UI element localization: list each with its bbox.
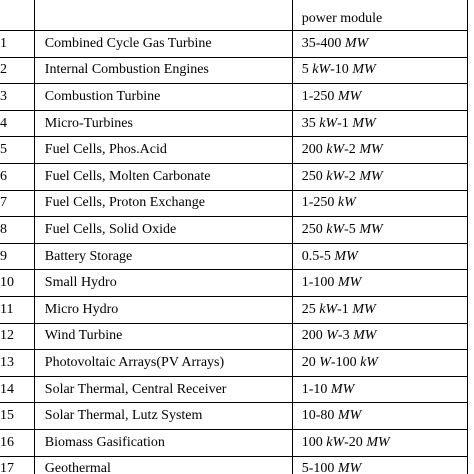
unit-text: W [319,354,331,370]
module-size-cell [292,57,467,84]
value-text: 0.5-5 [301,248,331,264]
table-row [0,350,468,377]
value-text: -20 [344,434,363,450]
value-text: 1-100 [301,275,335,291]
technology-type-cell: Fuel Cells, Proton Exchange [34,190,292,217]
row-number-cell: 3 [0,84,34,111]
unit-text: kW [360,354,378,370]
table-row [0,296,468,323]
module-size-cell [292,190,467,217]
module-size-cell [292,456,467,474]
value-text: -5 [344,221,356,237]
value-text: 1-250 [301,88,335,104]
module-size-cell [292,350,467,377]
table-row [0,163,468,190]
unit-text: kW [319,115,338,131]
unit-text: MW [359,142,383,158]
value-text: 35 [301,115,316,131]
row-number-cell: 12 [0,323,34,350]
value-text: 1-10 [301,381,328,397]
unit-text: MW [337,461,362,474]
value-text: 250 [301,221,323,237]
row-number-cell: 2 [0,57,34,84]
module-size-cell [292,137,467,164]
module-size-cell [292,270,467,297]
module-size-cell [292,403,467,430]
header-size-cell: power module [292,0,467,31]
row-number-cell: 10 [0,270,34,297]
module-size-cell [292,31,467,58]
technology-type-cell: Solar Thermal, Central Receiver [34,376,292,403]
unit-text: MW [337,88,362,104]
value-text: -1 [337,301,349,317]
table-row [0,217,468,244]
unit-text: MW [353,328,377,344]
value-text: 200 [301,142,323,158]
technology-type-cell: Battery Storage [34,243,292,270]
unit-text: MW [352,62,376,78]
table-row [0,429,468,456]
technology-type-cell: Geothermal [34,456,292,474]
table-row [0,31,468,58]
table-row [0,137,468,164]
technology-type-cell: Fuel Cells, Solid Oxide [34,217,292,244]
table-row [0,190,468,217]
row-number-cell: 7 [0,190,34,217]
value-text: -1 [337,115,349,131]
value-text: 20 [301,354,316,370]
value-text: 100 [301,434,323,450]
value-text: -100 [330,354,357,370]
row-number-cell: 8 [0,217,34,244]
row-number-cell: 5 [0,137,34,164]
module-size-cell [292,429,467,456]
value-text: 25 [301,301,316,317]
table-row [0,403,468,430]
unit-text: kW [326,221,345,237]
row-number-cell: 17 [0,456,34,474]
table-row [0,270,468,297]
unit-text: MW [352,301,376,317]
row-number-cell: 4 [0,110,34,137]
row-number-cell: 14 [0,376,34,403]
value-text: -3 [337,328,350,344]
value-text: -2 [344,168,356,184]
technology-type-cell: Combustion Turbine [34,84,292,111]
value-text: -10 [330,62,349,78]
module-size-cell [292,243,467,270]
unit-text: kW [326,434,345,450]
unit-text: MW [337,408,362,424]
row-number-cell: 13 [0,350,34,377]
unit-text: MW [334,248,358,264]
table-row [0,243,468,270]
technology-type-cell: Fuel Cells, Molten Carbonate [34,163,292,190]
technology-type-cell: Fuel Cells, Phos.Acid [34,137,292,164]
unit-text: kW [326,168,345,184]
unit-text: kW [312,62,331,78]
technology-type-cell: Internal Combustion Engines [34,57,292,84]
table-row [0,456,468,474]
unit-text: W [326,328,338,344]
module-size-cell [292,163,467,190]
value-text: 200 [301,328,323,344]
unit-text: MW [359,221,383,237]
module-size-cell [292,376,467,403]
technology-type-cell: Solar Thermal, Lutz System [34,403,292,430]
technology-type-cell: Biomass Gasification [34,429,292,456]
technology-type-cell: Micro Hydro [34,296,292,323]
unit-text: MW [330,381,355,397]
module-size-cell [292,323,467,350]
row-number-cell: 6 [0,163,34,190]
technology-type-cell: Combined Cycle Gas Turbine [34,31,292,58]
row-number-cell: 11 [0,296,34,323]
unit-text: MW [337,275,362,291]
table-row [0,376,468,403]
table-row [0,110,468,137]
value-text: -2 [344,142,356,158]
value-text: 250 [301,168,323,184]
table-row [0,84,468,111]
module-size-cell [292,217,467,244]
technology-type-cell: Photovoltaic Arrays(PV Arrays) [34,350,292,377]
module-size-cell [292,84,467,111]
technology-type-cell: Micro-Turbines [34,110,292,137]
technology-type-cell: Small Hydro [34,270,292,297]
unit-text: MW [344,35,369,51]
value-text: 5 [301,62,309,78]
unit-text: MW [352,115,376,131]
unit-text: MW [366,434,390,450]
value-text: 5-100 [301,461,335,474]
header-type-cell [34,0,292,31]
row-number-cell: 15 [0,403,34,430]
row-number-cell: 16 [0,429,34,456]
value-text: 1-250 [301,195,335,211]
table-row [0,57,468,84]
unit-text: kW [319,301,338,317]
unit-text: MW [359,168,383,184]
row-number-cell: 9 [0,243,34,270]
unit-text: kW [326,142,345,158]
value-text: 35-400 [301,35,342,51]
table-row [0,323,468,350]
row-number-cell: 1 [0,31,34,58]
value-text: 10-80 [301,408,335,424]
module-size-cell [292,110,467,137]
unit-text: kW [337,195,356,211]
module-size-cell [292,296,467,323]
table-header-row [0,0,468,31]
header-num-cell [0,0,34,31]
technology-type-cell: Wind Turbine [34,323,292,350]
